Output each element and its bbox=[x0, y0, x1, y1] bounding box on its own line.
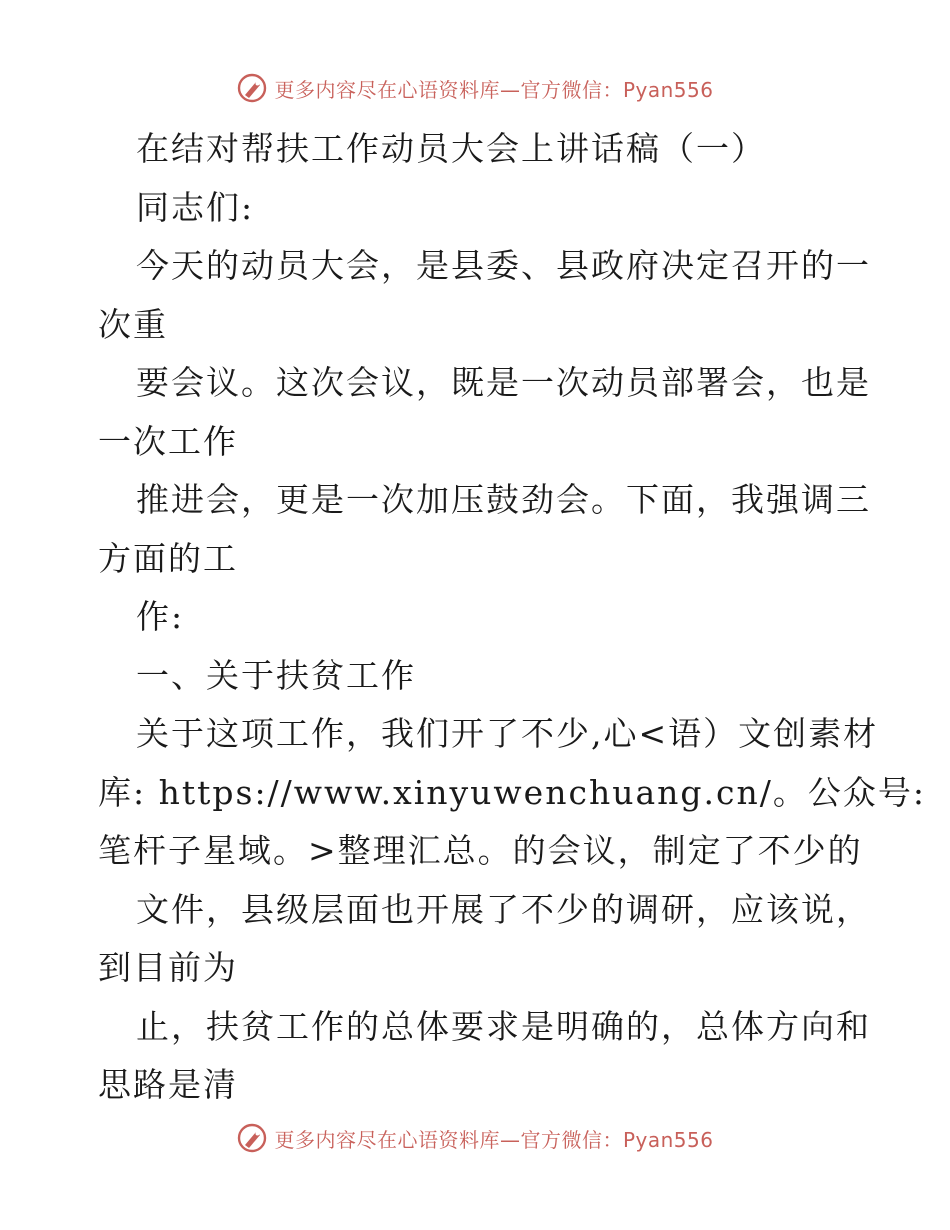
pen-nib-seal-icon bbox=[236, 1122, 268, 1154]
header-watermark bbox=[0, 72, 950, 104]
text-line: 文件，县级层面也开展了不少的调研，应该说， bbox=[136, 889, 871, 929]
text-line: 在结对帮扶工作动员大会上讲话稿（一） bbox=[136, 129, 766, 168]
text-line: 一、关于扶贫工作 bbox=[136, 655, 416, 695]
text-line: 次重 bbox=[98, 304, 168, 344]
text-line: 推进会，更是一次加压鼓劲会。下面，我强调三 bbox=[136, 480, 871, 519]
text-line: 一次工作 bbox=[98, 421, 238, 461]
document-body bbox=[98, 120, 926, 1115]
text-line: 止，扶贫工作的总体要求是明确的，总体方向和 bbox=[136, 1006, 871, 1046]
footer-watermark bbox=[0, 1122, 950, 1154]
text-line: 方面的工 bbox=[98, 538, 238, 578]
text-line: 要会议。这次会议，既是一次动员部署会，也是 bbox=[136, 363, 871, 402]
text-line: 库: https://www.xinyuwenchuang.cn/。公众号: bbox=[98, 772, 926, 812]
watermark-text: 更多内容尽在心语资料库—官方微信：Pyan556 bbox=[274, 1127, 714, 1152]
pen-nib-seal-icon bbox=[236, 72, 268, 104]
text-line: 到目前为 bbox=[98, 948, 238, 987]
text-line: 关于这项工作，我们开了不少,心<语）文创素材 bbox=[136, 714, 879, 753]
text-line: 思路是清 bbox=[98, 1065, 238, 1104]
text-line: 作: bbox=[136, 597, 185, 636]
text-line: 今天的动员大会，是县委、县政府决定召开的一 bbox=[136, 246, 871, 285]
watermark-text: 更多内容尽在心语资料库—官方微信：Pyan556 bbox=[274, 77, 714, 102]
text-line: 同志们: bbox=[136, 187, 255, 227]
text-line: 笔杆子星域。>整理汇总。的会议，制定了不少的 bbox=[98, 831, 863, 870]
